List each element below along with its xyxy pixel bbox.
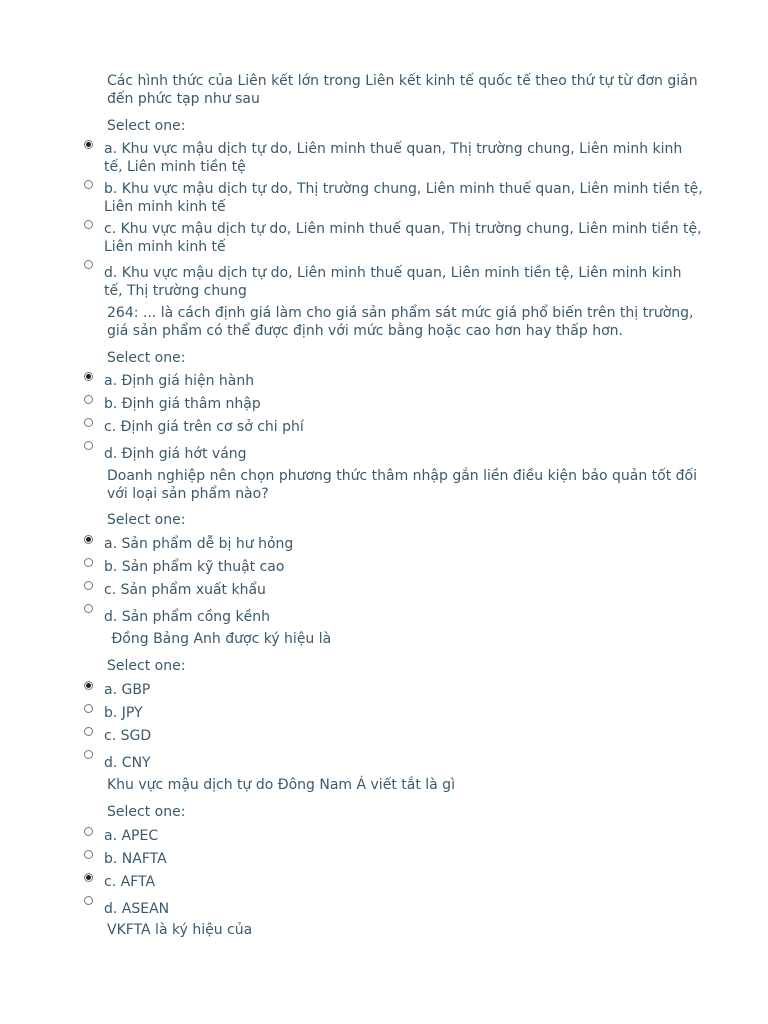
answer-label: d. CNY bbox=[104, 755, 151, 771]
answer-label: b. Định giá thâm nhập bbox=[104, 396, 261, 412]
question-text: 264: ... là cách định giá làm cho giá sản phẩm sát mức giá phổ biến trên thị trường, giá sản phẩm có thể được định với mức bằng hoặc cao hơn hay thấp hơn. bbox=[107, 305, 694, 339]
answer-label: d. Định giá hớt váng bbox=[104, 446, 247, 462]
select-one-label: Select one: bbox=[107, 658, 186, 674]
radio-button[interactable] bbox=[84, 180, 93, 189]
radio-button[interactable] bbox=[84, 827, 93, 836]
select-one-label: Select one: bbox=[107, 804, 186, 820]
radio-button[interactable] bbox=[84, 727, 93, 736]
radio-button[interactable] bbox=[84, 418, 93, 427]
answer-label: b. Khu vực mậu dịch tự do, Thị trường chung, Liên minh thuế quan, Liên minh tiền tệ, Liên minh kinh tế bbox=[104, 181, 703, 215]
answer-label: d. Khu vực mậu dịch tự do, Liên minh thuế quan, Liên minh tiền tệ, Liên minh kinh tế, Thị trường chung bbox=[104, 265, 682, 299]
radio-button[interactable] bbox=[84, 441, 93, 450]
radio-button[interactable] bbox=[84, 372, 93, 381]
answer-label: c. Định giá trên cơ sở chi phí bbox=[104, 419, 304, 435]
radio-button[interactable] bbox=[84, 604, 93, 613]
radio-button[interactable] bbox=[84, 873, 93, 882]
radio-button[interactable] bbox=[84, 850, 93, 859]
question-text: Doanh nghiệp nên chọn phương thức thâm nhập gắn liền điều kiện bảo quản tốt đối với loại sản phẩm nào? bbox=[107, 468, 697, 502]
radio-button[interactable] bbox=[84, 750, 93, 759]
radio-button[interactable] bbox=[84, 140, 93, 149]
answer-label: a. Định giá hiện hành bbox=[104, 373, 255, 389]
answer-label: c. Khu vực mậu dịch tự do, Liên minh thuế quan, Thị trường chung, Liên minh tiền tệ, Liên minh kinh tế bbox=[104, 221, 702, 255]
select-one-label: Select one: bbox=[107, 512, 186, 528]
answer-label: b. Sản phẩm kỹ thuật cao bbox=[104, 559, 285, 575]
question-text: Đồng Bảng Anh được ký hiệu là bbox=[107, 631, 332, 647]
answer-label: a. Sản phẩm dễ bị hư hỏng bbox=[104, 536, 294, 552]
radio-button[interactable] bbox=[84, 558, 93, 567]
question-text: VKFTA là ký hiệu của bbox=[107, 922, 253, 938]
radio-button[interactable] bbox=[84, 220, 93, 229]
select-one-label: Select one: bbox=[107, 350, 186, 366]
answer-label: b. NAFTA bbox=[104, 851, 167, 867]
radio-button[interactable] bbox=[84, 535, 93, 544]
select-one-label: Select one: bbox=[107, 118, 186, 134]
answer-label: c. Sản phẩm xuất khẩu bbox=[104, 582, 266, 598]
question-text: Các hình thức của Liên kết lớn trong Liên kết kinh tế quốc tế theo thứ tự từ đơn giản đến phức tạp như sau bbox=[107, 73, 698, 107]
question-text: Khu vực mậu dịch tự do Đông Nam Á viết tắt là gì bbox=[107, 777, 455, 793]
radio-button[interactable] bbox=[84, 395, 93, 404]
radio-button[interactable] bbox=[84, 704, 93, 713]
answer-label: b. JPY bbox=[104, 705, 143, 721]
answer-label: a. Khu vực mậu dịch tự do, Liên minh thuế quan, Thị trường chung, Liên minh kinh tế, Liên minh tiền tệ bbox=[104, 141, 683, 175]
radio-button[interactable] bbox=[84, 260, 93, 269]
answer-label: c. SGD bbox=[104, 728, 152, 744]
answer-label: d. ASEAN bbox=[104, 901, 170, 917]
radio-button[interactable] bbox=[84, 581, 93, 590]
radio-button[interactable] bbox=[84, 896, 93, 905]
answer-label: d. Sản phẩm cồng kềnh bbox=[104, 609, 270, 625]
answer-label: a. APEC bbox=[104, 828, 159, 844]
answer-label: a. GBP bbox=[104, 682, 151, 698]
answer-label: c. AFTA bbox=[104, 874, 156, 890]
radio-button[interactable] bbox=[84, 681, 93, 690]
